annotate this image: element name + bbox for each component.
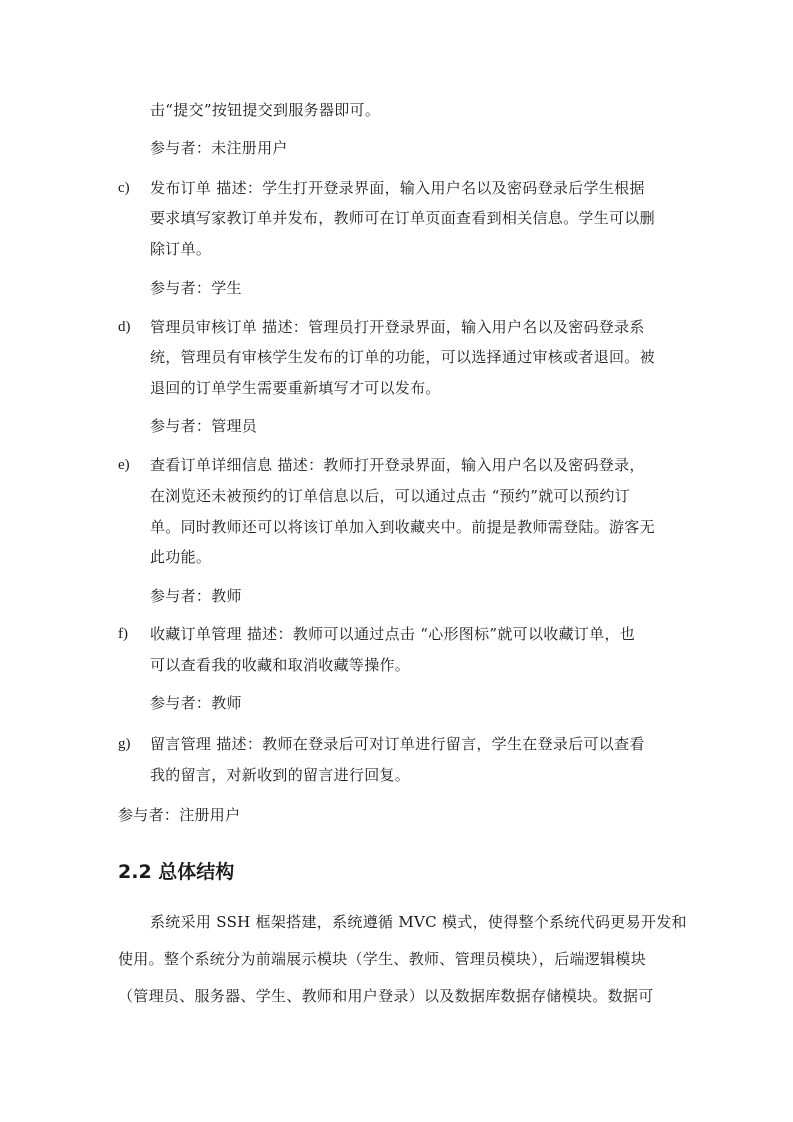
list-marker: f) <box>118 626 128 642</box>
body-text-line: 击“提交”按钮提交到服务器即可。 <box>150 101 381 119</box>
body-text-line: 要求填写家教订单并发布，教师可在订单页面查看到相关信息。学生可以删 <box>150 209 655 227</box>
body-text-line: 收藏订单管理 描述：教师可以通过点击 “心形图标”就可以收藏订单，也 <box>150 625 636 643</box>
body-text-line: 在浏览还未被预约的订单信息以后，可以通过点击 “预约”就可以预约订 <box>150 487 631 505</box>
participant-line: 参与者：未注册用户 <box>150 139 288 157</box>
body-text-line: 可以查看我的收藏和取消收藏等操作。 <box>150 656 411 674</box>
body-text-line: 此功能。 <box>150 548 212 566</box>
body-text-line: 我的留言，对新收到的留言进行回复。 <box>150 766 411 784</box>
body-text-line: 单。同时教师还可以将该订单加入到收藏夹中。前提是教师需登陆。游客无 <box>150 518 655 536</box>
paragraph-line: 使用。整个系统分为前端展示模块（学生、教师、管理员模块），后端逻辑模块 <box>118 950 647 968</box>
list-marker: e) <box>118 457 130 473</box>
participant-line: 参与者：教师 <box>150 694 242 712</box>
body-text-line: 退回的订单学生需要重新填写才可以发布。 <box>150 379 441 397</box>
body-text-line: 管理员审核订单 描述：管理员打开登录界面，输入用户名以及密码登录系 <box>150 318 645 336</box>
paragraph-line: （管理员、服务器、学生、教师和用户登录）以及数据库数据存储模块。数据可 <box>118 987 654 1005</box>
body-text-line: 查看订单详细信息 描述：教师打开登录界面，输入用户名以及密码登录， <box>150 456 645 474</box>
participant-line: 参与者：管理员 <box>150 417 258 435</box>
body-text-line: 发布订单 描述：学生打开登录界面，输入用户名以及密码登录后学生根据 <box>150 179 645 197</box>
participant-line: 参与者：学生 <box>150 279 242 297</box>
body-text-line: 留言管理 描述：教师在登录后可对订单进行留言，学生在登录后可以查看 <box>150 735 645 753</box>
section-heading: 2.2 总体结构 <box>118 861 235 883</box>
list-marker: g) <box>118 736 131 752</box>
paragraph-line: 系统采用 SSH 框架搭建，系统遵循 MVC 模式，使得整个系统代码更易开发和 <box>150 913 687 931</box>
body-text-line: 统，管理员有审核学生发布的订单的功能，可以选择通过审核或者退回。被 <box>150 348 655 366</box>
participant-line: 参与者：注册用户 <box>118 806 241 824</box>
body-text-line: 除订单。 <box>150 240 212 258</box>
list-marker: d) <box>118 319 131 335</box>
participant-line: 参与者：教师 <box>150 587 242 605</box>
list-marker: c) <box>118 180 130 196</box>
